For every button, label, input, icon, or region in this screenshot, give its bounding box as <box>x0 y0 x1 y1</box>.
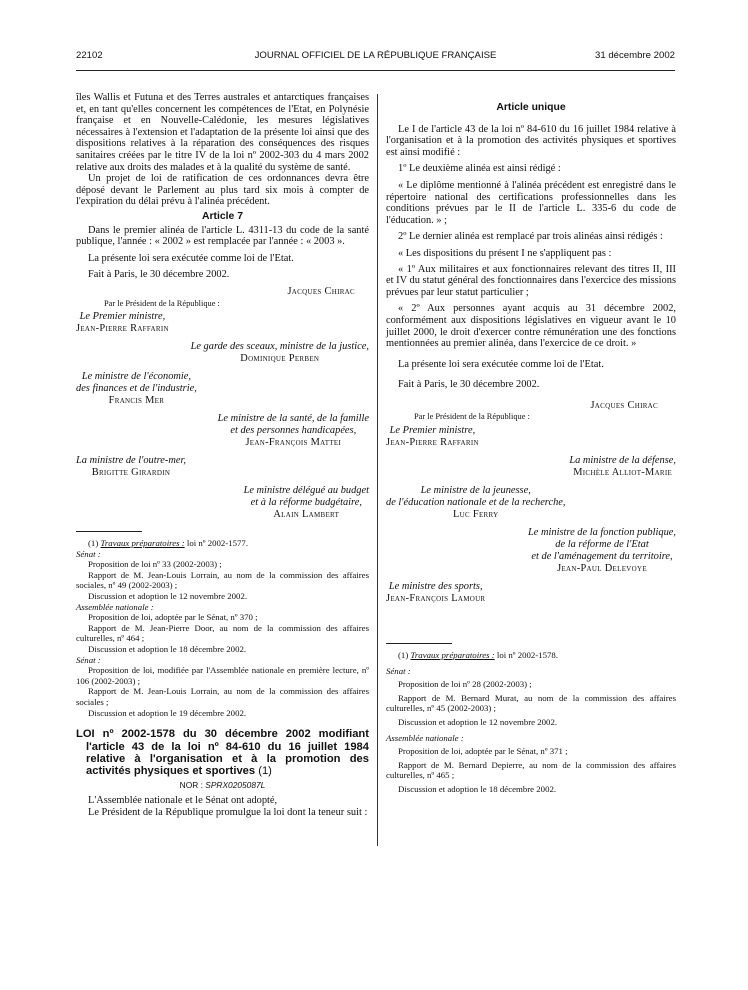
signatory-name: Jean-François Lamour <box>386 593 486 605</box>
signatory-title: et de l'aménagement du territoire, <box>531 551 673 563</box>
signatory-block <box>191 341 369 365</box>
issue-date: 31 décembre 2002 <box>594 50 675 61</box>
signatory-title: Le ministre des sports, <box>388 581 483 593</box>
signatory-title: Le ministre de la jeunesse, <box>420 485 531 497</box>
signatory-name: Jean-Pierre Raffarin <box>76 323 169 335</box>
footnote-header <box>386 650 676 661</box>
footnote <box>76 538 369 718</box>
signatory-title: des finances et de l'industrie, <box>76 383 197 395</box>
footnote-item: Rapport de M. Bernard Murat, au nom de la commission des affaires culturelles, nº 45 (2002-2003) ; <box>386 692 676 714</box>
footnote-item: Proposition de loi nº 28 (2002-2003) ; <box>398 679 532 690</box>
footnote-loi: loi nº 2002-1578. <box>494 650 559 661</box>
footnote-item: Discussion et adoption le 12 novembre 2002. <box>88 591 248 602</box>
paragraph: îles Wallis et Futuna et des Terres australes et antarctiques françaises et, en tant qu'elles concernent les compétences de l'Etat, en Polynésie française et en Nouvelle-Calédonie, les mesures législatives nécessaires à l'extension et l'adaptation de la présente loi ainsi que des dispositions relatives à la réparation des conséquences des risques sanitaires créées par le titre IV de la loi nº 2002-303 du 4 mars 2002 relative aux droits des malades et à la qualité du système de santé. <box>76 92 369 173</box>
paragraph: Un projet de loi de ratification de ces ordonnances devra être déposé devant le Parlement au plus tard six mois à compter de l'expiration du délai prévu à l'alinéa précédent. <box>76 173 369 208</box>
signatory-name: Jean-Pierre Raffarin <box>386 437 479 449</box>
footnote-item: Discussion et adoption le 12 novembre 2002. <box>398 717 558 728</box>
signatory-block <box>76 455 186 479</box>
by-president: Par le Président de la République : <box>104 298 220 308</box>
footnote-item: Discussion et adoption le 18 décembre 2002. <box>88 644 247 655</box>
done-at: Fait à Paris, le 30 décembre 2002. <box>88 269 230 281</box>
footnote-section-heading: Assemblée nationale : <box>76 601 154 612</box>
left-column <box>76 92 369 819</box>
footnote-marker: (1) <box>88 538 101 549</box>
paragraph: « Les dispositions du présent I ne s'appliquent pas : <box>398 247 612 259</box>
signatory-title: Le ministre de la santé, de la famille <box>217 413 369 425</box>
signatory-block <box>76 371 197 407</box>
footnote-section-heading: Sénat : <box>76 654 101 665</box>
paragraph: L'Assemblée nationale et le Sénat ont adopté, <box>88 795 278 807</box>
paragraph: Le Président de la République promulgue la loi dont la teneur suit : <box>88 807 368 818</box>
signatory-title: et des personnes handicapées, <box>230 425 357 437</box>
nor-reference: NOR : SPRX0205087L <box>179 779 266 790</box>
execution-clause: La présente loi sera exécutée comme loi de l'Etat. <box>88 252 294 264</box>
signatory-name: Francis Mer <box>108 395 165 407</box>
signatory-title: et à la réforme budgétaire, <box>250 497 362 509</box>
article-unique-heading: Article unique <box>496 102 566 113</box>
signatory-name: Dominique Perben <box>240 353 320 365</box>
right-column <box>386 99 676 795</box>
president-signature: Jacques Chirac <box>590 399 658 411</box>
signatories <box>386 425 676 605</box>
journal-title: JOURNAL OFFICIEL DE LA RÉPUBLIQUE FRANÇAISE <box>254 50 497 61</box>
signatory-block <box>569 455 676 479</box>
footnote-header <box>76 538 369 549</box>
footnote-label: Travaux préparatoires : <box>100 538 185 549</box>
signatory-block <box>244 485 369 521</box>
footnote-item: Rapport de M. Jean-Pierre Door, au nom de la commission des affaires culturelles, nº 464 ; <box>76 622 369 644</box>
footnote-item: Proposition de loi, modifiée par l'Assemblée nationale en première lecture, nº 106 (2002-2003) ; <box>76 665 369 686</box>
footnote-label: Travaux préparatoires : <box>410 650 495 661</box>
signatory-block <box>218 413 369 449</box>
signatory-title: Le ministre de la fonction publique, <box>528 527 676 539</box>
signatory-block <box>386 425 479 449</box>
signatory-title: Le Premier ministre, <box>79 311 166 323</box>
execution-clause: La présente loi sera exécutée comme loi de l'Etat. <box>398 358 604 370</box>
signatory-title: Le Premier ministre, <box>389 425 476 437</box>
footnote-item: Proposition de loi, adoptée par le Sénat, nº 371 ; <box>398 746 568 757</box>
footnote-rule <box>76 531 142 532</box>
footnote-item: Discussion et adoption le 18 décembre 2002. <box>398 784 557 794</box>
signatory-name: Alain Lambert <box>273 509 340 521</box>
footnote-item: Rapport de M. Bernard Depierre, au nom de la commission des affaires culturelles, nº 465 ; <box>386 759 676 781</box>
paragraph: Le I de l'article 43 de la loi nº 84-610 du 16 juillet 1984 relative à l'organisation et à la promotion des activités physiques et sportives est ainsi modifié : <box>386 123 676 158</box>
footnote-item: Proposition de loi, adoptée par le Sénat, nº 370 ; <box>88 612 258 623</box>
paragraph: « 1º Aux militaires et aux fonctionnaires relevant des titres II, III et IV du statut général des fonctionnaires dans l'exercice des missions prévues par leur statut particulier ; <box>386 263 676 298</box>
signatory-title: de la réforme de l'Etat <box>555 539 649 551</box>
column-separator <box>377 94 378 846</box>
nor-code: SPRX0205087L <box>205 779 266 790</box>
signatory-name: Jean-Paul Delevoye <box>557 563 647 575</box>
footnote-item: Rapport de M. Jean-Louis Lorrain, au nom de la commission des affaires sociales, nº 49 (2002-2003) ; <box>76 569 369 591</box>
header-rule <box>76 70 675 71</box>
footnote-section-heading: Sénat : <box>76 548 101 559</box>
footnote-item: Proposition de loi nº 33 (2002-2003) ; <box>88 559 222 570</box>
footnote-marker: (1) <box>398 650 411 661</box>
signatory-title: Le ministre délégué au budget <box>243 485 369 497</box>
signatory-name: Jean-François Mattei <box>245 437 342 449</box>
signatory-name: Brigitte Girardin <box>91 467 171 479</box>
paragraph: « 2º Aux personnes ayant acquis au 31 décembre 2002, conformément aux dispositions législatives en vigueur avant le 10 juillet 2000, le droit d'exercer contre rémunération une des fonctions mentionnées au premier alinéa, dans l'exercice de ce droit. » <box>386 303 676 350</box>
signatories <box>76 311 369 521</box>
article-body <box>386 124 676 350</box>
signatory-title: Le garde des sceaux, ministre de la justice, <box>190 341 369 353</box>
page-number: 22102 <box>76 50 103 61</box>
law-title: LOI nº 2002-1578 du 30 décembre 2002 modifiant l'article 43 de la loi nº 84-610 du 16 juillet 1984 relative à l'organisation et à la promotion des activités physiques et sportives (1) <box>76 728 369 778</box>
signatory-block <box>386 581 485 605</box>
paragraph: 2º Le dernier alinéa est remplacé par trois alinéas ainsi rédigés : <box>398 231 663 243</box>
footnote-loi: loi nº 2002-1577. <box>184 538 249 549</box>
footnote-section-heading: Sénat : <box>386 665 411 676</box>
signatory-name: Michèle Alliot-Marie <box>573 467 673 479</box>
signatory-block <box>386 485 565 521</box>
paragraph: 1º Le deuxième alinéa est ainsi rédigé : <box>398 163 561 175</box>
signatory-block <box>76 311 169 335</box>
signatory-title: La ministre de l'outre-mer, <box>76 455 186 467</box>
done-at: Fait à Paris, le 30 décembre 2002. <box>398 379 540 391</box>
page-header <box>76 50 675 66</box>
footnote-rule <box>386 643 452 644</box>
footnote <box>386 650 676 795</box>
signatory-title: de l'éducation nationale et de la recherche, <box>386 497 566 509</box>
president-signature: Jacques Chirac <box>287 285 355 297</box>
paragraph: « Le diplôme mentionné à l'alinéa précédent est enregistré dans le répertoire national des certifications professionnelles dans les conditions prévues par le II de l'article L. 335-6 du code de l'éducation. » ; <box>386 179 676 226</box>
by-president: Par le Président de la République : <box>414 412 530 422</box>
signatory-name: Luc Ferry <box>453 509 499 521</box>
article-7-heading: Article 7 <box>201 210 243 222</box>
signatory-title: La ministre de la défense, <box>569 455 676 467</box>
paragraph: Dans le premier alinéa de l'article L. 4311-13 du code de la santé publique, l'année : « 2002 » est remplacée par l'année : « 2003 ». <box>76 224 369 248</box>
footnote-ref: (1) <box>258 765 272 778</box>
footnote-item: Rapport de M. Jean-Louis Lorrain, au nom de la commission des affaires sociales ; <box>76 686 369 707</box>
footnote-section-heading: Assemblée nationale : <box>386 732 464 743</box>
footnote-item: Discussion et adoption le 19 décembre 2002. <box>88 707 247 718</box>
signatory-title: Le ministre de l'économie, <box>81 371 191 383</box>
signatory-block <box>528 527 676 575</box>
